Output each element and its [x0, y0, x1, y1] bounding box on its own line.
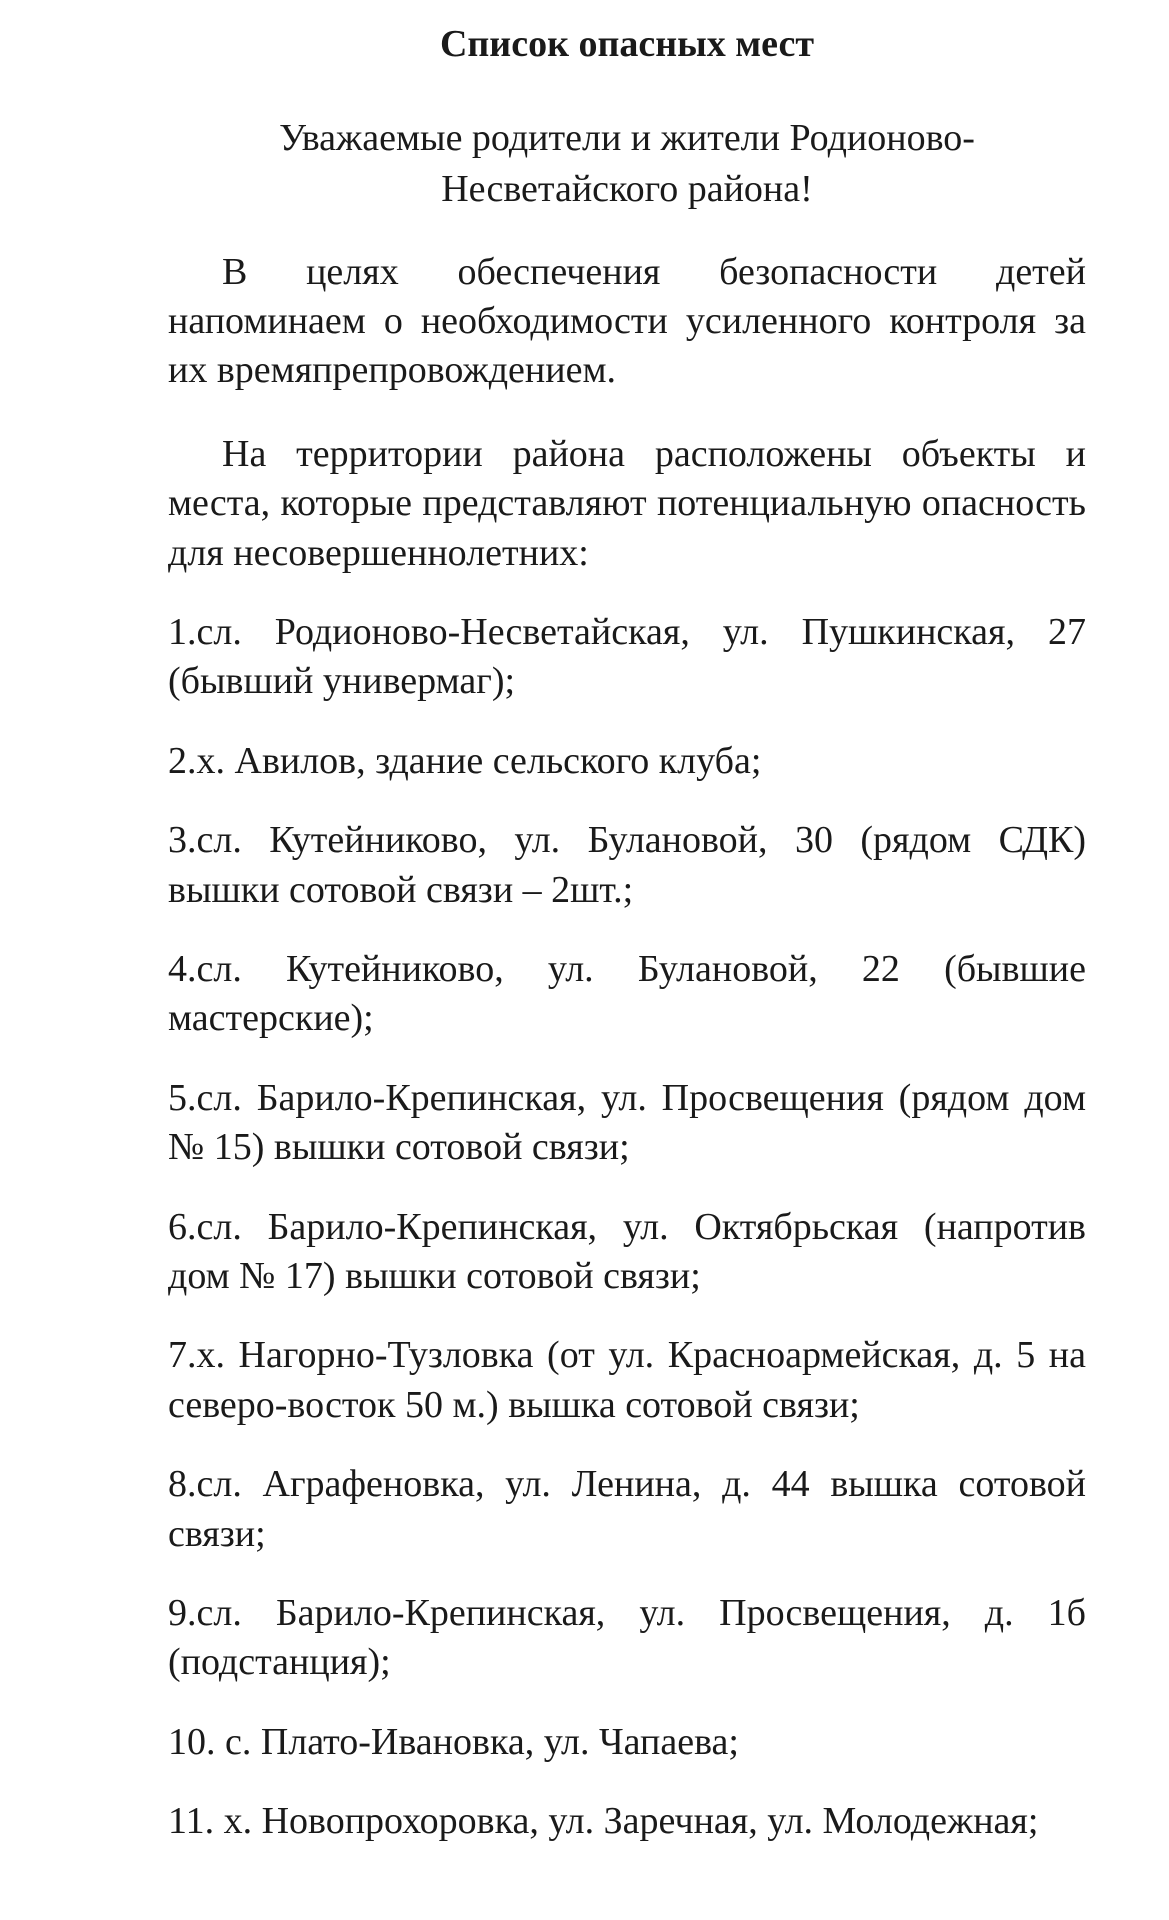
list-item: 3.сл. Кутейниково, ул. Булановой, 30 (рядом СДК) вышки сотовой связи – 2шт.; [168, 819, 1086, 911]
intro-paragraph: В целях обеспечения безопасности детей напоминаем о необходимости усиленного контроля за их времяпрепровождением. [168, 250, 1086, 392]
list-item: 1.сл. Родионово-Несветайская, ул. Пушкинская, 27 (бывший универмаг); [168, 611, 1086, 703]
list-item: 9.сл. Барило-Крепинская, ул. Просвещения, д. 1б (подстанция); [168, 1591, 1086, 1684]
list-item: 8.сл. Аграфеновка, ул. Ленина, д. 44 вышка сотовой связи; [168, 1463, 1086, 1555]
list-item: 11. х. Новопрохоровка, ул. Заречная, ул. Молодежная; [168, 1800, 1039, 1843]
territory-paragraph: На территории района расположены объекты и места, которые представляют потенциальную опасность для несовершеннолетних: [168, 432, 1086, 574]
list-item: 5.сл. Барило-Крепинская, ул. Просвещения (рядом дом № 15) вышки сотовой связи; [168, 1076, 1086, 1169]
salutation: Уважаемые родители и жители Родионово-Несветайского района! [279, 117, 975, 210]
document-page [168, 12, 1086, 1876]
dangerous-places-list [168, 608, 1086, 1846]
document-title: Список опасных мест [439, 23, 815, 65]
list-item: 2.х. Авилов, здание сельского клуба; [168, 739, 762, 782]
list-item: 6.сл. Барило-Крепинская, ул. Октябрьская (напротив дом № 17) вышки сотовой связи; [168, 1205, 1086, 1297]
list-item: 7.х. Нагорно-Тузловка (от ул. Красноармейская, д. 5 на северо-восток 50 м.) вышка сотовой связи; [168, 1334, 1086, 1426]
list-item: 10. с. Плато-Ивановка, ул. Чапаева; [168, 1720, 739, 1763]
list-item: 4.сл. Кутейниково, ул. Булановой, 22 (бывшие мастерские); [168, 948, 1086, 1040]
